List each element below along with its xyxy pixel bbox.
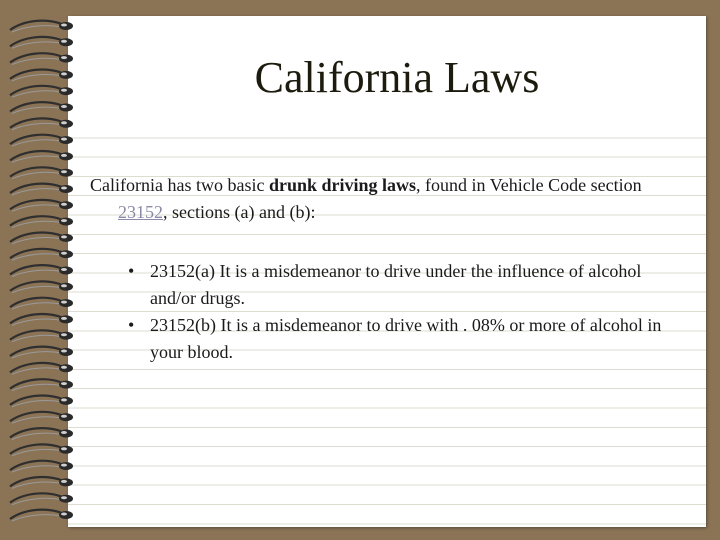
list-item-text: 23152(b) It is a misdemeanor to drive with . 08% or more of alcohol in your blood. bbox=[150, 315, 662, 362]
intro-text-1: California has two basic bbox=[90, 175, 269, 195]
spiral-binding-icon bbox=[6, 14, 82, 526]
spiral-ring bbox=[10, 396, 73, 407]
spiral-ring bbox=[10, 444, 73, 455]
spiral-ring bbox=[10, 298, 73, 309]
spiral-ring bbox=[10, 21, 73, 32]
spiral-ring bbox=[10, 135, 73, 146]
bullet-icon: • bbox=[128, 315, 135, 335]
spiral-ring bbox=[10, 216, 73, 227]
spiral-ring bbox=[10, 151, 73, 162]
intro-text-3: , sections (a) and (b): bbox=[163, 202, 316, 222]
spiral-ring bbox=[10, 281, 73, 292]
spiral-ring bbox=[10, 461, 73, 472]
spiral-ring bbox=[10, 265, 73, 276]
spiral-ring bbox=[10, 363, 73, 374]
spiral-ring bbox=[10, 118, 73, 129]
intro-bold-text: drunk driving laws bbox=[268, 175, 417, 195]
spiral-ring bbox=[10, 37, 73, 48]
spiral-ring bbox=[10, 53, 73, 64]
intro-text-2: , found in Vehicle Code section bbox=[416, 175, 642, 195]
bullet-list bbox=[90, 258, 690, 366]
slide-body bbox=[90, 172, 690, 366]
spiral-ring bbox=[10, 102, 73, 113]
spiral-ring bbox=[10, 493, 73, 504]
spiral-ring bbox=[10, 347, 73, 358]
list-item bbox=[90, 312, 690, 366]
spiral-ring bbox=[10, 70, 73, 81]
spiral-ring bbox=[10, 428, 73, 439]
spiral-ring bbox=[10, 184, 73, 195]
spiral-ring bbox=[10, 314, 73, 325]
spiral-ring bbox=[10, 249, 73, 260]
spiral-ring bbox=[10, 200, 73, 211]
vehicle-code-link[interactable]: 23152 bbox=[118, 202, 163, 222]
spiral-ring bbox=[10, 330, 73, 341]
spiral-ring bbox=[10, 412, 73, 423]
spiral-ring bbox=[10, 86, 73, 97]
spiral-ring bbox=[10, 477, 73, 488]
slide-title: California Laws bbox=[254, 53, 540, 102]
bullet-icon: • bbox=[128, 261, 135, 281]
intro-paragraph bbox=[90, 172, 690, 226]
list-item bbox=[90, 258, 690, 312]
spiral-ring bbox=[10, 233, 73, 244]
list-item-text: 23152(a) It is a misdemeanor to drive under the influence of alcohol and/or drugs. bbox=[150, 261, 642, 308]
spiral-ring bbox=[10, 167, 73, 178]
spiral-ring bbox=[10, 510, 73, 521]
spiral-ring bbox=[10, 379, 73, 390]
